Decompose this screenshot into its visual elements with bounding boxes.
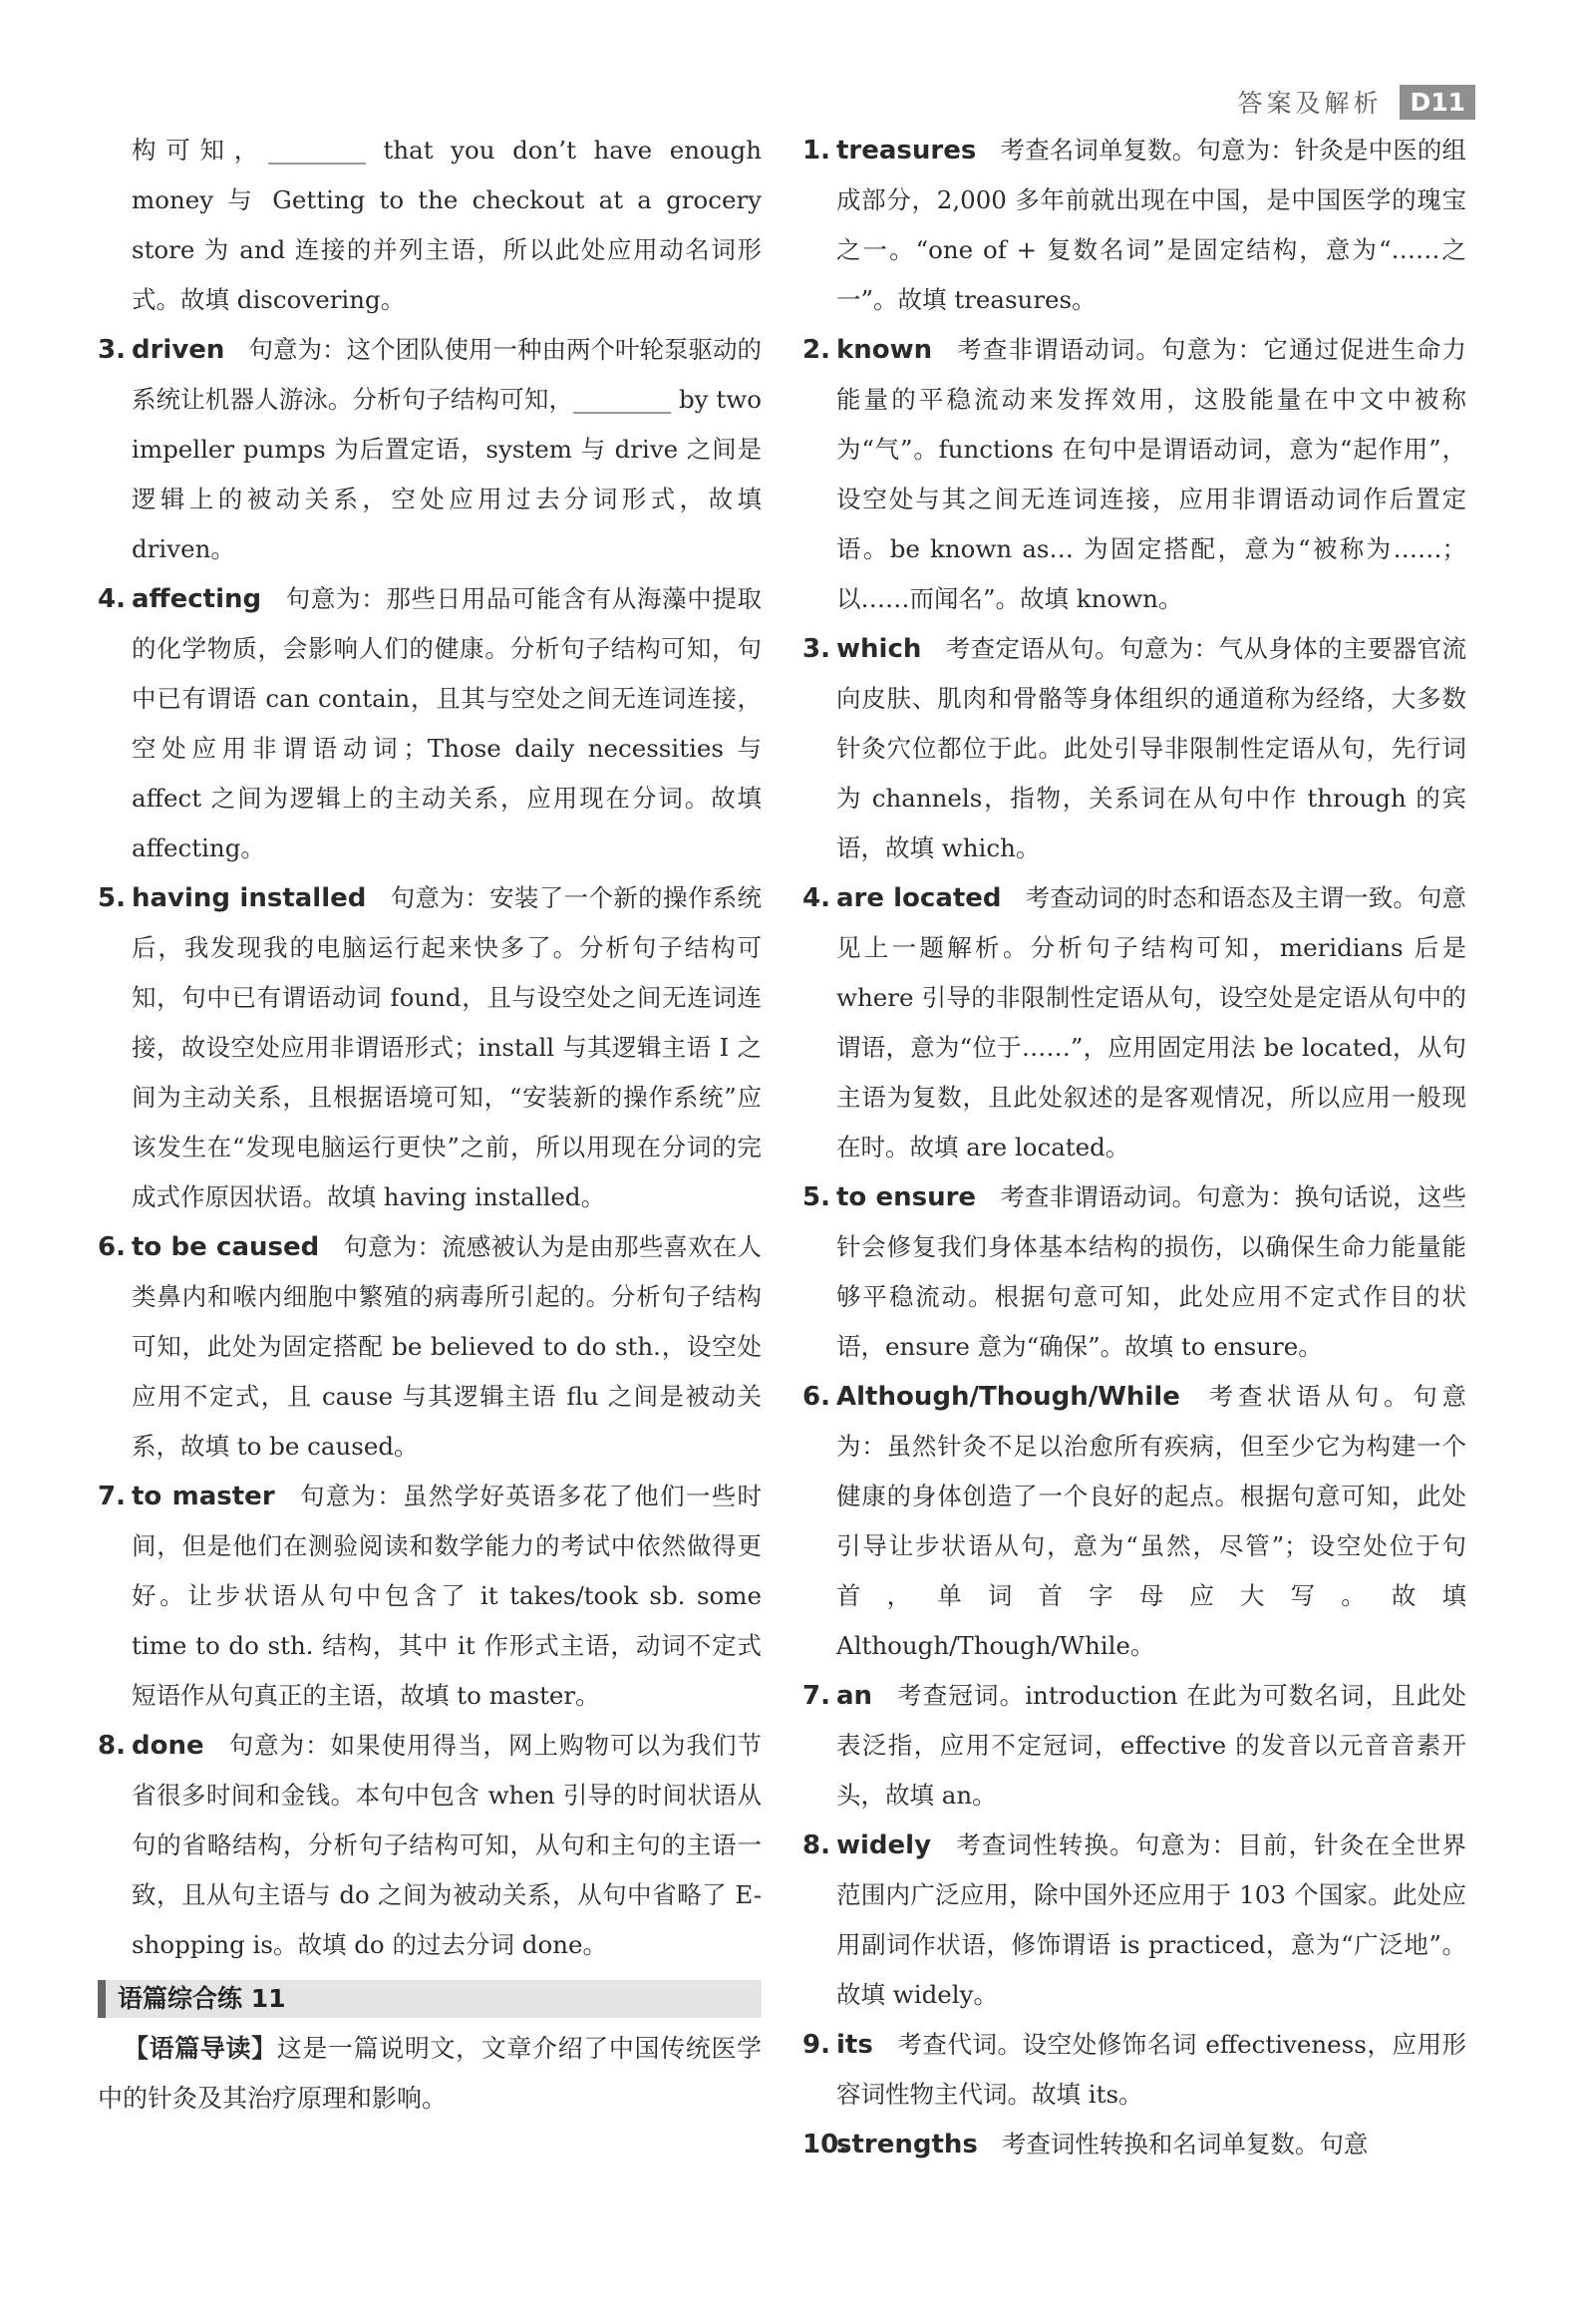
entry-number: 5. bbox=[802, 1182, 830, 1212]
entry-answer: driven bbox=[132, 335, 225, 365]
guide-text: 这是一篇说明文，文章介绍了中国传统医学中的针灸及其治疗原理和影响。 bbox=[98, 2034, 762, 2113]
entry-number: 4. bbox=[802, 883, 830, 913]
entry-number: 8. bbox=[802, 1830, 830, 1860]
entry-answer: Although/Though/While bbox=[836, 1382, 1180, 1412]
entry-answer: are located bbox=[836, 883, 1002, 913]
entry-number: 2. bbox=[802, 335, 830, 365]
answer-entry bbox=[98, 1721, 762, 1970]
page-number-badge: D11 bbox=[1400, 85, 1475, 120]
entry-number: 6. bbox=[98, 1232, 126, 1262]
entry-explanation: 考查词性转换。句意为：目前，针灸在全世界范围内广泛应用，除中国外还应用于 103 个国家。此处应用副词作状语，修饰谓语 is practiced，意为“广泛地”。故填 widely。 bbox=[836, 1830, 1466, 2009]
answer-entry bbox=[802, 325, 1466, 624]
entry-explanation: 考查代词。设空处修饰名词 effectiveness，应用形容词性物主代词。故填 its。 bbox=[836, 2030, 1466, 2109]
entry-number: 3. bbox=[98, 335, 126, 365]
entry-number: 1. bbox=[802, 136, 830, 166]
entry-explanation: 考查动词的时态和语态及主谓一致。句意见上一题解析。分析句子结构可知，meridians 后是 where 引导的非限制性定语从句，设空处是定语从句中的谓语，意为“位于……”，应用固定用法 be located，从句主语为复数，且此处叙述的是客观情况，所以应用一般现在时。故填 are located。 bbox=[836, 883, 1466, 1162]
entry-answer: affecting bbox=[132, 584, 262, 614]
entry-answer: to master bbox=[132, 1482, 275, 1511]
header-title: 答案及解析 bbox=[1237, 89, 1383, 118]
page-header bbox=[1237, 82, 1475, 122]
entry-answer: its bbox=[836, 2030, 873, 2060]
entry-answer: to ensure bbox=[836, 1182, 977, 1212]
answer-entry bbox=[98, 1472, 762, 1721]
answer-entry bbox=[802, 624, 1466, 873]
entry-explanation: 句意为：安装了一个新的操作系统后，我发现我的电脑运行起来快多了。分析句子结构可知，句中已有谓语动词 found，且与设空处之间无连词连接，故设空处应用非谓语形式；install 与其逻辑主语 I 之间为主动关系，且根据语境可知，“安装新的操作系统”应该发生在“发现电脑运行更快”之前，所以用现在分词的完成式作原因状语。故填 having installed。 bbox=[132, 883, 763, 1211]
reading-guide bbox=[98, 2024, 762, 2124]
entry-explanation: 句意为：那些日用品可能含有从海藻中提取的化学物质，会影响人们的健康。分析句子结构可知，句中已有谓语 can contain，且其与空处之间无连词连接，空处应用非谓语动词；Those daily necessities 与 affect 之间为逻辑上的主动关系，应用现在分词。故填 affecting。 bbox=[132, 584, 762, 862]
entry-explanation: 句意为：这个团队使用一种由两个叶轮泵驱动的系统让机器人游泳。分析句子结构可知，________ by two impeller pumps 为后置定语，system 与 drive 之间是逻辑上的被动关系，空处应用过去分词形式，故填 driven。 bbox=[132, 335, 762, 563]
answer-entry bbox=[802, 1821, 1466, 2020]
entry-explanation: 考查词性转换和名词单复数。句意 bbox=[1001, 2130, 1369, 2158]
entry-explanation: 考查非谓语动词。句意为：换句话说，这些针会修复我们身体基本结构的损伤，以确保生命力能量能够平稳流动。根据句意可知，此处应用不定式作目的状语，ensure 意为“确保”。故填 to ensure。 bbox=[836, 1182, 1466, 1361]
answer-entry bbox=[802, 2120, 1466, 2169]
left-column bbox=[98, 126, 762, 2124]
entry-explanation: 考查状语从句。句意为：虽然针灸不足以治愈所有疾病，但至少它为构建一个健康的身体创造了一个良好的起点。根据句意可知，此处引导让步状语从句，意为“虽然，尽管”；设空处位于句首，单词首字母应大写。故填 Although/Though/While。 bbox=[836, 1382, 1466, 1660]
entry-number: 7. bbox=[98, 1482, 126, 1511]
entry-answer: to be caused bbox=[132, 1232, 320, 1262]
entry-answer: known bbox=[836, 335, 933, 365]
answer-entry bbox=[98, 325, 762, 574]
entry-number: 6. bbox=[802, 1382, 830, 1412]
entry-explanation: 考查非谓语动词。句意为：它通过促进生命力能量的平稳流动来发挥效用，这股能量在中文中被称为“气”。functions 在句中是谓语动词，意为“起作用”，设空处与其之间无连词连接，应用非谓语动词作后置定语。be known as… 为固定搭配，意为“被称为……；以……而闻名”。故填 known。 bbox=[836, 335, 1466, 613]
section-heading: 语篇综合练 11 bbox=[98, 1980, 762, 2018]
answer-entry bbox=[802, 1671, 1466, 1821]
entry-explanation: 考查名词单复数。句意为：针灸是中医的组成部分，2,000 多年前就出现在中国，是中国医学的瑰宝之一。“one of + 复数名词”是固定结构，意为“……之一”。故填 treasures。 bbox=[836, 136, 1466, 314]
entry-answer: having installed bbox=[132, 883, 367, 913]
answer-entry bbox=[802, 1372, 1466, 1671]
entry-answer: which bbox=[836, 634, 922, 664]
right-column bbox=[802, 126, 1466, 2169]
entry-explanation: 句意为：如果使用得当，网上购物可以为我们节省很多时间和金钱。本句中包含 when 引导的时间状语从句的省略结构，分析句子结构可知，从句和主句的主语一致，且从句主语与 do 之间为被动关系，从句中省略了 E-shopping is。故填 do 的过去分词 done。 bbox=[132, 1731, 762, 1959]
entry-explanation: 句意为：虽然学好英语多花了他们一些时间，但是他们在测验阅读和数学能力的考试中依然做得更好。让步状语从句中包含了 it takes/took sb. some time to do sth. 结构，其中 it 作形式主语，动词不定式短语作从句真正的主语，故填 to master。 bbox=[132, 1482, 762, 1710]
answer-entry bbox=[802, 126, 1466, 325]
continued-explanation: 构可知，________ that you don’t have enough money 与 Getting to the checkout at a grocery store 为 and 连接的并列主语，所以此处应用动名词形式。故填 discovering。 bbox=[132, 136, 762, 314]
entry-number: 9. bbox=[802, 2030, 830, 2060]
answer-entry bbox=[802, 2020, 1466, 2120]
entry-number: 4. bbox=[98, 584, 126, 614]
entry-explanation: 考查冠词。introduction 在此为可数名词，且此处表泛指，应用不定冠词，effective 的发音以元音音素开头，故填 an。 bbox=[836, 1681, 1466, 1810]
answer-entry bbox=[802, 873, 1466, 1172]
entry-number: 5. bbox=[98, 883, 126, 913]
entry-number: 7. bbox=[802, 1681, 830, 1711]
entry-answer: an bbox=[836, 1681, 873, 1711]
entry-answer: treasures bbox=[836, 136, 977, 166]
entry-number: 8. bbox=[98, 1731, 126, 1761]
entry-explanation: 句意为：流感被认为是由那些喜欢在人类鼻内和喉内细胞中繁殖的病毒所引起的。分析句子结构可知，此处为固定搭配 be believed to do sth.，设空处应用不定式，且 cause 与其逻辑主语 flu 之间是被动关系，故填 to be caused。 bbox=[132, 1232, 763, 1461]
entry-answer: widely bbox=[836, 1830, 932, 1860]
entry-number: 10. bbox=[802, 2130, 849, 2159]
entry-number: 3. bbox=[802, 634, 830, 664]
entry-explanation: 考查定语从句。句意为：气从身体的主要器官流向皮肤、肌肉和骨骼等身体组织的通道称为经络，大多数针灸穴位都位于此。此处引导非限制性定语从句，先行词为 channels，指物，关系词在从句中作 through 的宾语，故填 which。 bbox=[836, 634, 1466, 862]
answer-entry bbox=[98, 1222, 762, 1472]
answer-entry bbox=[98, 574, 762, 873]
answer-entry bbox=[98, 873, 762, 1222]
entry-answer: done bbox=[132, 1731, 204, 1761]
entry-answer: strengths bbox=[836, 2130, 978, 2159]
guide-label: 【语篇导读】 bbox=[124, 2034, 277, 2063]
answer-entry bbox=[802, 1172, 1466, 1372]
